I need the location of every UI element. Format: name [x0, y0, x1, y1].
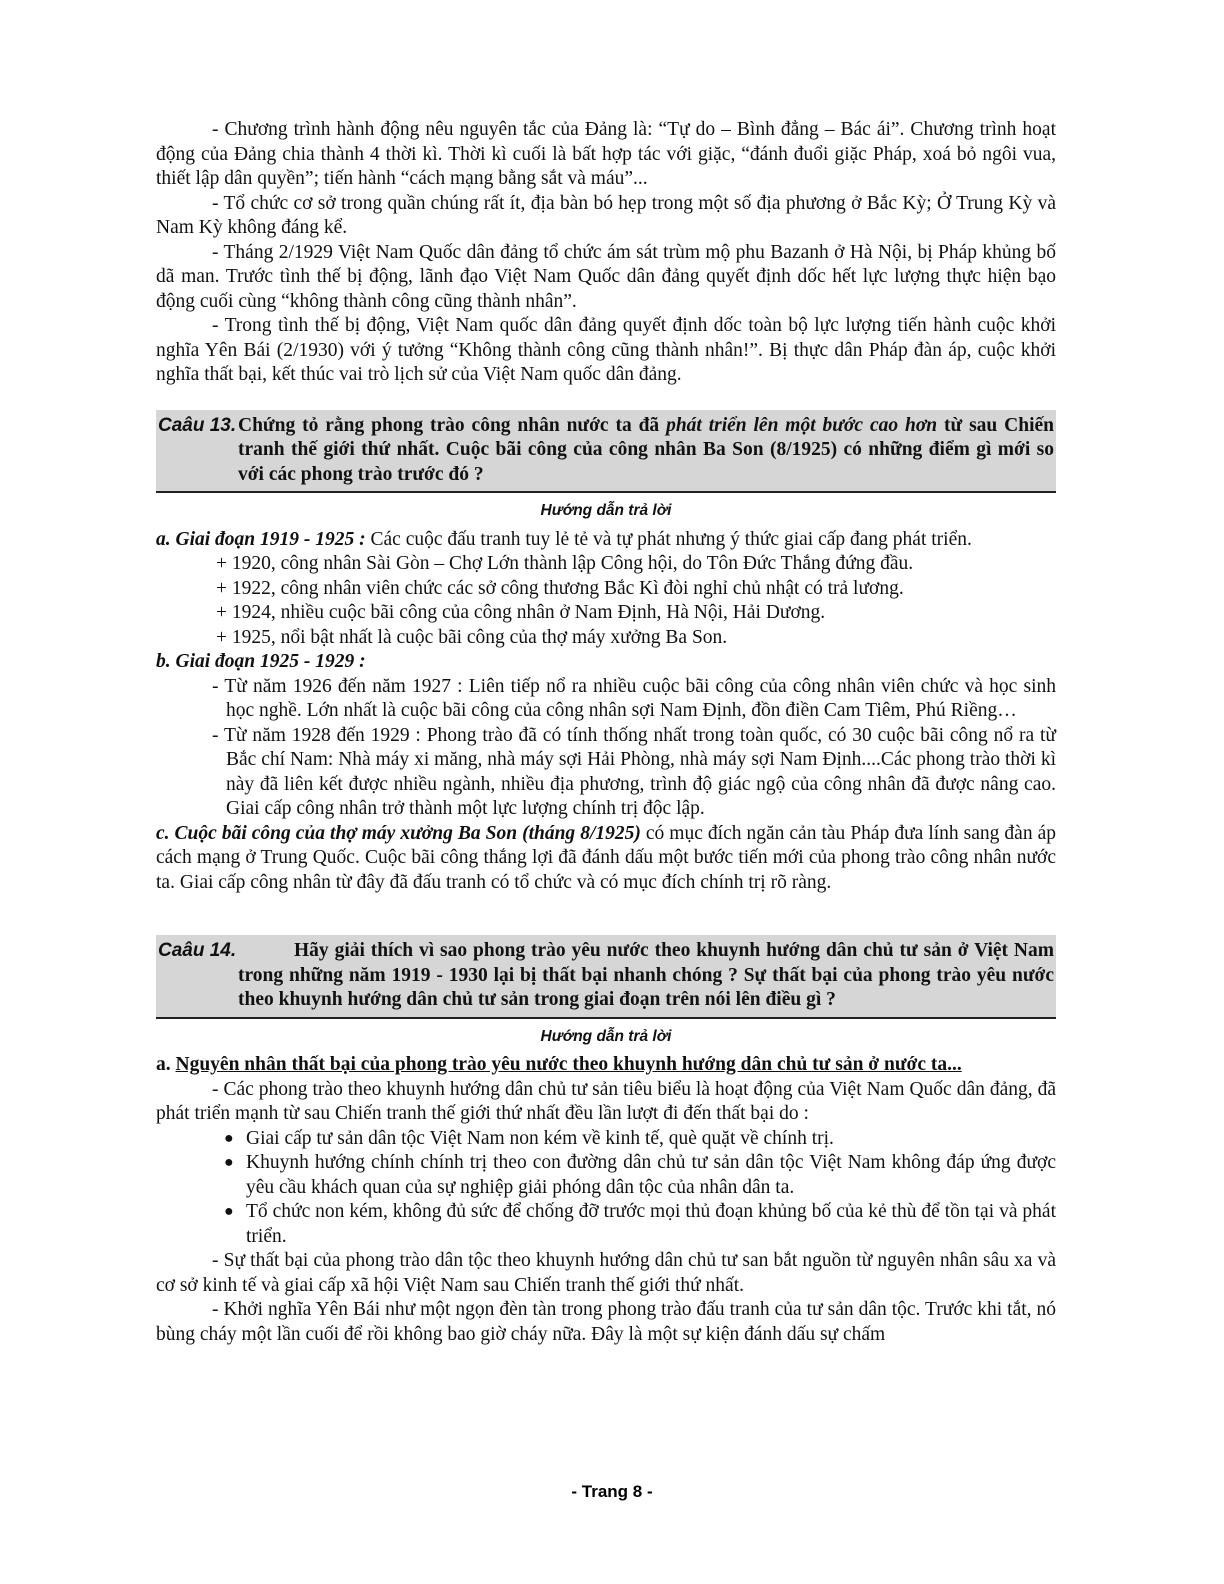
q14-paragraph-3: - Khởi nghĩa Yên Bái như một ngọn đèn tàn trong phong trào đấu tranh của tư sản dân tộc. Trước khi tắt, nó bùng cháy một lần cuối để rồi không bao giờ cháy nữa. Đây là một sự kiện đánh dấu sự chấm	[156, 1299, 1056, 1345]
q14-bullet-1-text: Giai cấp tư sản dân tộc Việt Nam non kém về kinh tế, què quặt về chính trị.	[246, 1127, 834, 1149]
q13-b-item-1: - Từ năm 1926 đến năm 1927 : Liên tiếp nổ ra nhiều cuộc bãi công của công nhân viên chức và học sinh học nghề. Lớn nhất là cuộc bãi công của công nhân sợi Nam Định, đồn điền Cam Tiêm, Phú Riềng…	[212, 675, 1056, 721]
q14-section-a-heading: Nguyên nhân thất bại của phong trào yêu nước theo khuynh hướng dân chủ tư sản ở nước ta...	[175, 1054, 962, 1075]
question-14-text: Hãy giải thích vì sao phong trào yêu nước theo khuynh hướng dân chủ tư sản ở Việt Nam trong những năm 1919 - 1930 lại bị thất bại nhanh chóng ? Sự thất bại của phong trào yêu nước theo khuynh hướng dân chủ tư sản trong giai đoạn trên nói lên điều gì ?	[238, 940, 1054, 1010]
document-page	[156, 118, 1056, 1347]
q13-section-a	[156, 528, 1056, 553]
bullet-icon: ●	[224, 1154, 234, 1171]
intro-paragraph-3: - Tháng 2/1929 Việt Nam Quốc dân đảng tổ chức ám sát trùm mộ phu Bazanh ở Hà Nội, bị Pháp khủng bố dã man. Trước tình thế bị động, lãnh đạo Việt Nam Quốc dân đảng quyết định dốc hết lực lượng thực hiện bạo động cuối cùng “không thành công cũng thành nhân”.	[156, 241, 1056, 312]
q14-bullet-3-text: Tổ chức non kém, không đủ sức để chống đỡ trước mọi thủ đoạn khủng bố của kẻ thù để tồn tại và phát triển.	[246, 1201, 1056, 1247]
question-14-label: Caâu 14.	[158, 940, 237, 961]
question-13-label: Caâu 13.	[158, 414, 237, 436]
q13-a-item-2: + 1922, công nhân viên chức các sở công thương Bắc Kì đòi nghỉ chủ nhật có trả lương.	[216, 577, 904, 599]
q14-bullet-list	[156, 1127, 1056, 1250]
q14-paragraph-2: - Sự thất bại của phong trào dân tộc theo khuynh hướng dân chủ tư san bắt nguồn từ nguyên nhân sâu xa và cơ sở kinh tế và giai cấp xã hội Việt Nam sau Chiến tranh thế giới thứ nhất.	[156, 1250, 1056, 1296]
question-13-text-before: Chứng tỏ rằng phong trào công nhân nước ta đã	[238, 414, 667, 436]
q13-section-c	[156, 822, 1056, 896]
list-item	[224, 1127, 1056, 1152]
question-14-guide-heading: Hướng dẫn trả lời	[540, 1027, 672, 1045]
list-item	[224, 1151, 1056, 1200]
q14-section-a-prefix: a.	[156, 1054, 176, 1075]
page-number-footer: - Trang 8 -	[571, 1482, 653, 1501]
q13-a-item-4: + 1925, nổi bật nhất là cuộc bãi công của thợ máy xưởng Ba Son.	[216, 626, 728, 648]
question-13-guide-heading: Hướng dẫn trả lời	[540, 502, 672, 519]
q13-section-b-heading: b. Giai đoạn 1925 - 1929 :	[156, 651, 366, 672]
q13-a-item-3: + 1924, nhiều cuộc bãi công của công nhân ở Nam Định, Hà Nội, Hải Dương.	[216, 602, 826, 623]
q14-paragraph-1: - Các phong trào theo khuynh hướng dân chủ tư sản tiêu biểu là hoạt động của Việt Nam Quốc dân đảng, đã phát triển mạnh từ sau Chiến tranh thế giới thứ nhất đều lần lượt đi đến thất bại do :	[156, 1078, 1056, 1124]
q13-section-a-text: Các cuộc đấu tranh tuy lẻ tẻ và tự phát nhưng ý thức giai cấp đang phát triển.	[365, 528, 972, 550]
q13-b-item-2: - Từ năm 1928 đến 1929 : Phong trào đã có tính thống nhất trong toàn quốc, có 30 cuộc bãi công nổ ra từ Bắc chí Nam: Nhà máy xi măng, nhà máy sợi Hải Phòng, nhà máy sợi Nam Định....Các phong trào thời kì này đã liên kết được nhiều ngành, nhiều địa phương, trình độ giác ngộ của công nhân đã được nâng cao. Giai cấp công nhân trở thành một lực lượng chính trị độc lập.	[212, 724, 1056, 819]
question-13-emphasis: phát triển lên một bước cao hơn	[666, 414, 938, 436]
bullet-icon: ●	[224, 1129, 234, 1147]
q14-bullet-2-text: Khuynh hướng chính chính trị theo con đường dân chủ tư sản dân tộc Việt Nam không đáp ứng được yêu cầu khách quan của sự nghiệp giải phóng dân tộc của nhân dân ta.	[246, 1152, 1056, 1198]
question-14-box	[156, 935, 1056, 1019]
intro-paragraph-4: - Trong tình thế bị động, Việt Nam quốc dân đảng quyết định dốc toàn bộ lực lượng tiến hành cuộc khởi nghĩa Yên Bái (2/1930) với ý tưởng “Không thành công cũng thành nhân!”. Bị thực dân Pháp đàn áp, cuộc khởi nghĩa thất bại, kết thúc vai trò lịch sử của Việt Nam quốc dân đảng.	[156, 315, 1056, 385]
list-item	[224, 1200, 1056, 1249]
q13-section-a-heading: a. Giai đoạn 1919 - 1925 :	[156, 528, 366, 550]
q13-a-item-1: + 1920, công nhân Sài Gòn – Chợ Lớn thành lập Công hội, do Tôn Đức Thắng đứng đầu.	[216, 553, 914, 574]
question-13-text-after: từ sau Chiến tranh thế giới thứ nhất. Cuộc bãi công của công nhân Ba Son (8/1925) có những điểm gì mới so với các phong trào trước đó ?	[238, 414, 1054, 485]
q13-section-c-text: có mục đích ngăn cản tàu Pháp đưa lính sang đàn áp cách mạng ở Trung Quốc. Cuộc bãi công thắng lợi đã đánh dấu một bước tiến mới của phong trào công nhân nước ta. Giai cấp công nhân từ đây đã đấu tranh có tổ chức và có mục đích chính trị rõ ràng.	[156, 822, 1056, 893]
intro-paragraph-1: - Chương trình hành động nêu nguyên tắc của Đảng là: “Tự do – Bình đẳng – Bác ái”. Chương trình hoạt động của Đảng chia thành 4 thời kì. Thời kì cuối là bất hợp tác với giặc, “đánh đuổi giặc Pháp, xoá bỏ ngôi vua, thiết lập dân quyền”; tiến hành “cách mạng bằng sắt và máu”...	[156, 119, 1056, 189]
bullet-icon: ●	[224, 1203, 234, 1220]
intro-paragraph-2: - Tổ chức cơ sở trong quần chúng rất ít, địa bàn bó hẹp trong một số địa phương ở Bắc Kỳ; Ở Trung Kỳ và Nam Kỳ không đáng kể.	[156, 192, 1056, 238]
question-13-box	[156, 410, 1056, 494]
q14-section-a	[156, 1053, 1056, 1078]
question-13-text	[238, 414, 1054, 488]
q13-section-c-heading: c. Cuộc bãi công của thợ máy xưởng Ba Son (tháng 8/1925)	[156, 822, 641, 844]
